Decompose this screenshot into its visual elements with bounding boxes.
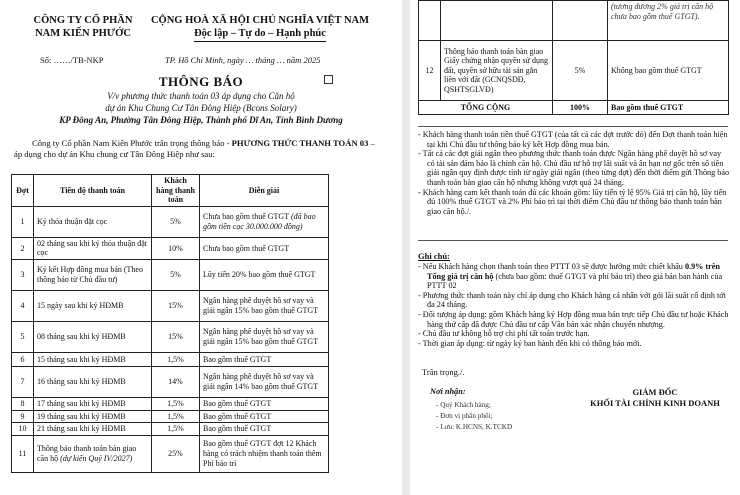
row-percent: 5% — [553, 41, 608, 101]
list-item: - Tất cả các đợt giải ngân theo phương thức thanh toán được Ngân hàng phê duyệt hồ sơ vay có tài sản đảm bảo là chính căn hộ. Chủ đầu tư hỗ trợ lãi suất và ân hạn nợ gốc trên số tiền giải ngân quy định được tính từ ngày giải ngân (theo từng đợt) đến thời điểm gửi Thông báo thanh toán bàn giao căn hộ nhưng không vượt quá 24 tháng. — [418, 149, 730, 187]
list-item: - Lưu: K.HCNS, K.TCKD — [436, 423, 513, 431]
row-schedule: 19 tháng sau khi ký HĐMB — [34, 410, 152, 423]
row-note: Chưa bao gồm thuế GTGT (đã bao gồm tiền cọc 30.000.000 đồng) — [200, 206, 329, 237]
row-schedule: 08 tháng sau khi ký HĐMB — [34, 321, 152, 352]
list-item: - Đơn vị phân phối; — [436, 412, 493, 420]
table-header-cell: Tiến độ thanh toán — [34, 175, 152, 207]
row-note: Bao gồm thuế GTGT — [200, 397, 329, 410]
checkbox-icon[interactable] — [324, 75, 333, 84]
row-note: Lũy tiến 20% bao gồm thuế GTGT — [200, 259, 329, 290]
row-percent: 1,5% — [152, 423, 200, 436]
row-number: 10 — [12, 423, 34, 436]
list-item: - Chủ đầu tư không hỗ trợ chi phí tất toán trước hạn. — [418, 329, 590, 339]
table-row — [12, 206, 329, 237]
row-number: 1 — [12, 206, 34, 237]
row-percent: 1,5% — [152, 397, 200, 410]
total-row — [419, 101, 729, 115]
row-number: 5 — [12, 321, 34, 352]
subtitle-line1: V/v phương thức thanh toán 03 áp dụng cho Căn hộ — [107, 91, 295, 101]
company-header — [18, 14, 148, 40]
table-row — [12, 435, 329, 472]
recipients-title: Nơi nhận: — [430, 387, 466, 396]
row-schedule: Ký thỏa thuận đặt cọc — [34, 206, 152, 237]
total-label: TỔNG CỘNG — [419, 101, 553, 115]
intro-bold: PHƯƠNG THỨC THANH TOÁN 03 — [231, 138, 369, 148]
table-row — [12, 259, 329, 290]
row-schedule: Ký kết Hợp đồng mua bán (Theo thông báo từ Chủ đầu tư) — [34, 259, 152, 290]
row-number: 4 — [12, 290, 34, 321]
list-item: - Đối tượng áp dụng: gồm Khách hàng ký Hợp đồng mua bán trực tiếp Chủ đầu tư hoặc Khách hàng thứ cấp đã được Chủ đầu tư cấp Văn bản xác nhận chuyển nhượng. — [418, 309, 729, 329]
row-schedule: Thông báo thanh toán bàn giao căn hộ (dự kiến Quý IV/2027) — [34, 435, 152, 472]
table-row — [12, 321, 329, 352]
place-date: TP. Hồ Chí Minh, ngày … tháng … năm 2025 — [165, 55, 321, 65]
row-note: Bao gồm thuế GTGT — [200, 423, 329, 436]
closing-text: Trân trọng./. — [422, 367, 465, 377]
row-number: 2 — [12, 237, 34, 259]
row-percent: 5% — [152, 206, 200, 237]
list-item: - Khách hàng thanh toán tiền thuế GTGT (của tất cả các đợt trước đó) đến Đợt thanh toán hiện tại khi Chủ đầu tư thông báo ký kết Hợp đồng mua bán. — [418, 130, 728, 149]
row-schedule: 15 tháng sau khi ký HĐMB — [34, 352, 152, 366]
recipients-list — [436, 400, 512, 433]
document-subtitle — [30, 90, 372, 126]
payment-schedule-table-continued — [418, 0, 729, 115]
row-number: 6 — [12, 352, 34, 366]
payment-schedule-table — [11, 174, 329, 473]
row-number: 7 — [12, 366, 34, 397]
nation-motto: Độc lập – Tự do – Hạnh phúc — [194, 27, 326, 42]
document-page-2 — [410, 0, 740, 495]
row-note: Bao gồm thuế GTGT — [200, 410, 329, 423]
table-row — [12, 397, 329, 410]
total-note: Bao gồm thuế GTGT — [608, 101, 729, 115]
row-schedule: 02 tháng sau khi ký thỏa thuận đặt cọc — [34, 237, 152, 259]
list-item: - Thời gian áp dụng: từ ngày ký ban hành đến khi có thông báo mới. — [418, 338, 642, 348]
row-note: Bao gồm thuế GTGT — [200, 352, 329, 366]
row-schedule: 16 tháng sau khi ký HĐMB — [34, 366, 152, 397]
list-item: - Nếu Khách hàng chọn thanh toán theo PTTT 03 sẽ được hưởng mức chiết khấu 0.9% trên Tổng giá trị căn hộ (chưa bao gồm: thuế GTGT và phí bảo trì) theo giá bán ban hành của PTTT 02 — [418, 262, 723, 291]
table-row — [12, 410, 329, 423]
notes-title: Ghi chú: — [418, 251, 450, 261]
row-note: Ngân hàng phê duyệt hồ sơ vay và giải ngân 15% bao gồm thuế GTGT — [200, 321, 329, 352]
divider — [418, 126, 728, 127]
row-number: 12 — [419, 41, 441, 101]
row-percent: 1,5% — [152, 352, 200, 366]
row-note: Không bao gồm thuế GTGT — [608, 41, 729, 101]
signer-title: GIÁM ĐỐC — [632, 387, 678, 397]
table-header-cell: Đợt — [12, 175, 34, 207]
nation-title: CỘNG HOÀ XÃ HỘI CHỦ NGHĨA VIỆT NAM — [150, 15, 370, 26]
subtitle-line3: KP Đông An, Phường Tân Đông Hiệp, Thành phố Dĩ An, Tỉnh Bình Dương — [59, 115, 343, 125]
company-name-line1: CÔNG TY CỔ PHẦN — [33, 15, 133, 26]
document-title: THÔNG BÁO — [158, 74, 244, 89]
document-number: Số: ……/TB-NKP — [40, 55, 104, 65]
list-item: - Phương thức thanh toán này chỉ áp dụng cho Khách hàng cá nhân với gói lãi suất cố định tới đa 24 tháng. — [418, 290, 726, 310]
signer-department: KHỐI TÀI CHÍNH KINH DOANH — [590, 398, 720, 408]
notes-list — [418, 262, 730, 348]
row-schedule: 15 ngày sau khi ký HĐMB — [34, 290, 152, 321]
divider — [418, 240, 728, 241]
list-item: - Khách hàng cam kết thanh toán đủ các khoản gồm: lũy tiến tỷ lệ 95% Giá trị căn hộ, lũy tiến đủ 100% thuế GTGT và 2% Phí bảo trì tại thời điểm Chủ đầu tư thông báo thanh toán bàn giao căn hộ./. — [418, 187, 727, 216]
row-percent: 10% — [152, 237, 200, 259]
national-header — [140, 14, 380, 42]
row-schedule: Thông báo thanh toán bàn giao Giấy chứng nhận quyền sử dụng đất, quyền sở hữu tài sản gắn liền với đất (GCNQSDĐ, QSHTSGLVĐ) — [441, 41, 553, 101]
row-percent: 14% — [152, 366, 200, 397]
subtitle-line2: dự án Khu Chung Cư Tân Đông Hiệp (Bcons Solary) — [105, 103, 297, 113]
row-number: 9 — [12, 410, 34, 423]
table-row — [12, 423, 329, 436]
table-header-cell: Khách hàng thanh toán — [152, 175, 200, 207]
intro-text: Công ty Cổ phần Nam Kiến Phước trân trọng thông báo - — [32, 138, 232, 148]
table-row — [419, 1, 729, 41]
row-note: Bao gồm thuế GTGT đợt 12 Khách hàng có trách nhiệm thanh toán thêm Phí bảo trì — [200, 435, 329, 472]
row-note: Ngân hàng phê duyệt hồ sơ vay và giải ngân 15% bao gồm thuế GTGT — [200, 290, 329, 321]
company-name-line2: NAM KIẾN PHƯỚC — [35, 28, 131, 39]
intro-tail: – áp dụng cho dự án Khu chung cư Tân Đông Hiệp như sau: — [14, 138, 375, 159]
row-percent: 25% — [152, 435, 200, 472]
table-header-cell: Diễn giải — [200, 175, 329, 207]
table-row — [12, 366, 329, 397]
signature-block — [570, 387, 740, 409]
row-number: 3 — [12, 259, 34, 290]
list-item: - Quý Khách hàng; — [436, 401, 491, 409]
table-row — [12, 237, 329, 259]
table-row — [12, 352, 329, 366]
row-percent: 15% — [152, 321, 200, 352]
row-number: 11 — [12, 435, 34, 472]
payment-terms-list — [418, 130, 730, 216]
table-row — [12, 290, 329, 321]
row-schedule: 21 tháng sau khi ký HĐMB — [34, 423, 152, 436]
row-percent: 5% — [152, 259, 200, 290]
row-number: 8 — [12, 397, 34, 410]
table-row — [419, 41, 729, 101]
row-note: Chưa bao gồm thuế GTGT — [200, 237, 329, 259]
total-percent: 100% — [553, 101, 608, 115]
row-percent: 1,5% — [152, 410, 200, 423]
carry-note: (tương đương 2% giá trị căn hộ chưa bao gồm thuế GTGT). — [608, 1, 729, 41]
row-percent: 15% — [152, 290, 200, 321]
intro-paragraph — [14, 138, 384, 160]
row-schedule: 17 tháng sau khi ký HĐMB — [34, 397, 152, 410]
row-note: Ngân hàng phê duyệt hồ sơ vay và giải ngân 14% bao gồm thuế GTGT — [200, 366, 329, 397]
